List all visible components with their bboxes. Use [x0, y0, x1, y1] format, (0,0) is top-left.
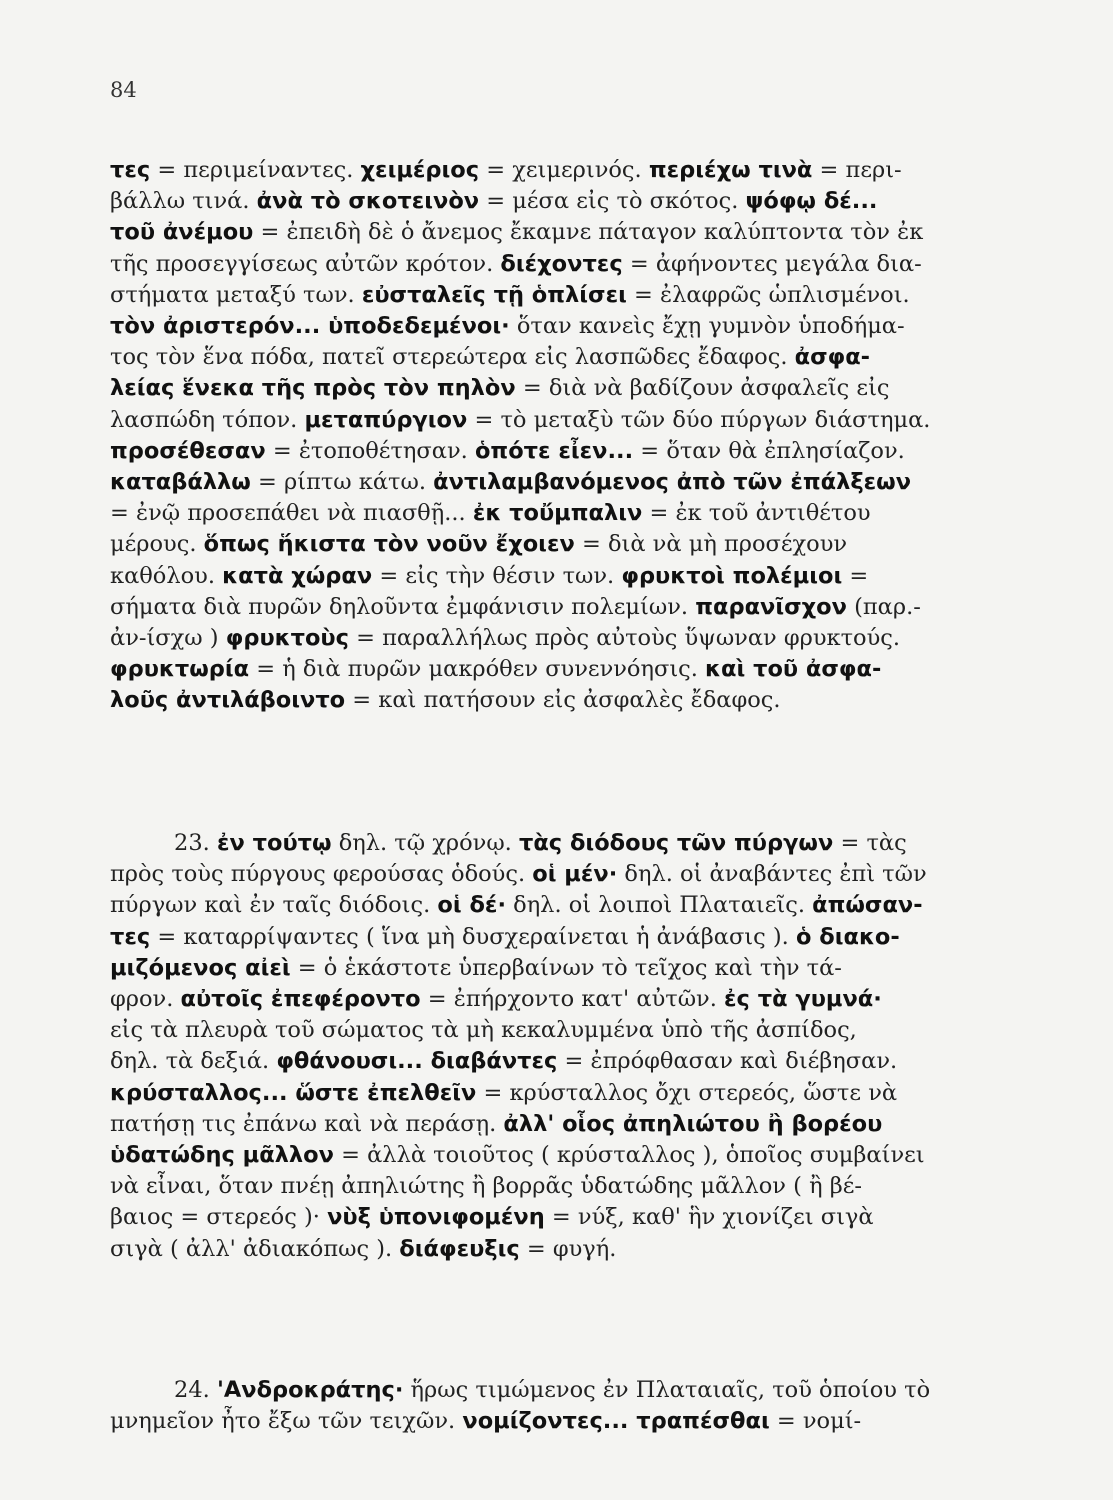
- lemma: μεταπύργιον: [304, 406, 468, 433]
- gloss: = διὰ νὰ βαδίζουν ἀσφαλεῖς εἰς: [515, 375, 890, 402]
- gloss: = ἐπρόφθασαν καὶ διέβησαν.: [557, 1048, 898, 1075]
- text-line: [110, 280, 1068, 310]
- text-line: [110, 654, 1068, 684]
- gloss: = χειμερινός.: [479, 157, 649, 183]
- text-line: [110, 529, 1068, 559]
- gloss: 23.: [174, 830, 217, 856]
- lemma: ἐκ τοὔμπαλιν: [472, 500, 643, 527]
- gloss: = νύξ, καθ' ἣν χιονίζει σιγὰ: [544, 1204, 874, 1231]
- lemma: τοῦ ἀνέμου: [110, 219, 254, 246]
- text-line: [110, 342, 1068, 372]
- text-line: [110, 890, 1068, 920]
- text-line: [110, 1234, 1068, 1264]
- text-line: [110, 498, 1068, 528]
- gloss: = ὅταν θὰ ἐπλησίαζον.: [633, 437, 905, 464]
- gloss: σιγὰ ( ἀλλ' ἀδιακόπως ).: [110, 1235, 400, 1262]
- gloss: πατήσῃ τις ἐπάνω καὶ νὰ περάσῃ.: [110, 1110, 504, 1137]
- lemma: καὶ τοῦ ἀσφα-: [705, 656, 882, 683]
- lemma: ἀντιλαμβανόμενος ἀπὸ τῶν ἐπάλξεων: [433, 469, 912, 495]
- lemma: μιζόμενος αἰεὶ: [110, 954, 291, 981]
- gloss: ἀν-ίσχω ): [110, 625, 226, 651]
- lemma: ὁ διακο-: [795, 923, 900, 950]
- text-line: [110, 984, 1068, 1014]
- gloss: = ἐπειδὴ δὲ ὁ ἄνεμος ἔκαμνε πάταγον καλύπτοντα τὸν ἐκ: [253, 219, 924, 246]
- lemma: καταβάλλω: [110, 469, 251, 495]
- gloss: = ἐλαφρῶς ὡπλισμένοι.: [626, 281, 910, 308]
- gloss: = ἐτοποθέτησαν.: [265, 437, 475, 464]
- text-line: [110, 1078, 1068, 1108]
- page-number: 84: [110, 78, 137, 102]
- gloss: = ὁ ἑκάστοτε ὑπερβαίνων τὸ τεῖχος καὶ τὴν τά-: [290, 954, 842, 981]
- gloss: 24.: [174, 1377, 217, 1403]
- lemma: κρύσταλλος... ὥστε ἐπελθεῖν: [110, 1079, 477, 1106]
- text-line: [110, 1046, 1068, 1076]
- lemma: 'Ανδροκράτης·: [216, 1377, 404, 1403]
- lemma: νομίζοντες... τραπέσθαι: [462, 1408, 770, 1435]
- text-line: [110, 922, 1068, 952]
- lemma: ὁπότε εἶεν...: [474, 437, 634, 464]
- lemma: φρυκτοὶ πολέμιοι: [621, 562, 843, 589]
- gloss: πρὸς τοὺς πύργους φερούσας ὁδούς.: [110, 861, 533, 888]
- lemma: οἱ δέ·: [437, 892, 506, 919]
- text-line: [110, 311, 1068, 341]
- gloss: = ἐκ τοῦ ἀντιθέτου: [642, 500, 871, 527]
- lemma: ἀπώσαν-: [812, 892, 923, 919]
- text-line: [110, 1140, 1068, 1170]
- gloss: μέρους.: [110, 531, 204, 558]
- lemma: φρυκτωρία: [110, 656, 250, 683]
- lemma: τες: [110, 923, 151, 950]
- text-line: [110, 217, 1068, 247]
- lemma: προσέθεσαν: [110, 437, 266, 464]
- lemma: φρυκτοὺς: [225, 625, 349, 651]
- gloss: = περι-: [812, 157, 902, 183]
- lemma: διέχοντες: [500, 250, 623, 277]
- text-line: [110, 953, 1068, 983]
- gloss: τος τὸν ἕνα πόδα, πατεῖ στερεώτερα εἰς λασπῶδες ἔδαφος.: [110, 344, 795, 371]
- gloss: δηλ. τῷ χρόνῳ.: [331, 830, 519, 856]
- gloss: = τὰς: [833, 830, 907, 856]
- text-line: [110, 155, 1068, 185]
- text-line: [110, 561, 1068, 591]
- gloss: δηλ. τὰ δεξιά.: [110, 1048, 277, 1075]
- gloss: δηλ. οἱ ἀναβάντες ἐπὶ τῶν: [617, 861, 927, 888]
- lemma: ἀλλ' οἷος ἀπηλιώτου ἢ βορέου: [503, 1110, 883, 1137]
- lemma: ὑδατώδης μᾶλλον: [110, 1142, 334, 1168]
- lemma: χειμέριος: [360, 157, 480, 183]
- text-line: [110, 859, 1068, 889]
- text-line: [110, 1015, 1068, 1045]
- text-line: [110, 373, 1068, 403]
- gloss: καθόλου.: [110, 562, 223, 589]
- text-line: [110, 1171, 1068, 1201]
- text-line: [110, 249, 1068, 279]
- text-line: [110, 405, 1068, 435]
- lemma: ψόφῳ δέ...: [745, 188, 878, 215]
- gloss: = ἐπήρχοντο κατ' αὐτῶν.: [420, 986, 725, 1012]
- gloss: μνημεῖον ἦτο ἔξω τῶν τειχῶν.: [110, 1408, 463, 1435]
- gloss: νὰ εἶναι, ὅταν πνέῃ ἀπηλιώτης ἢ βορρᾶς ὑδατώδης μᾶλλον ( ἢ βέ-: [110, 1173, 862, 1200]
- gloss: ἥρως τιμώμενος ἐν Πλαταιαῖς, τοῦ ὁποίου τὸ: [403, 1377, 931, 1403]
- lemma: εὐσταλεῖς τῇ ὁπλίσει: [361, 281, 627, 308]
- gloss: = μέσα εἰς τὸ σκότος.: [479, 188, 746, 215]
- text-line: [110, 186, 1068, 216]
- gloss: = περιμείναντες.: [150, 157, 361, 183]
- lemma: ὅπως ἥκιστα τὸν νοῦν ἔχοιεν: [203, 531, 575, 558]
- gloss: βαιος = στερεός )·: [110, 1204, 328, 1231]
- lemma: τὸν ἀριστερόν... ὑποδεδεμένοι·: [110, 313, 510, 339]
- gloss: τῆς προσεγγίσεως αὐτῶν κρότον.: [110, 250, 501, 277]
- gloss: βάλλω τινά.: [110, 188, 257, 215]
- gloss: = ἡ διὰ πυρῶν μακρόθεν συνεννόησις.: [249, 656, 706, 683]
- lemma: αὐτοῖς ἐπεφέροντο: [180, 986, 421, 1012]
- gloss: στήματα μεταξύ των.: [110, 281, 362, 308]
- gloss: λασπώδη τόπον.: [110, 406, 305, 433]
- gloss: =: [842, 562, 869, 589]
- gloss: = κρύσταλλος ὄχι στερεός, ὥστε νὰ: [476, 1079, 898, 1106]
- text-line: [110, 467, 1068, 497]
- gloss: = νομί-: [769, 1408, 862, 1435]
- gloss: = ἀφήνοντες μεγάλα δια-: [622, 250, 922, 277]
- gloss: = φυγή.: [519, 1235, 617, 1262]
- text-line: [110, 1406, 1068, 1436]
- text-line: [110, 623, 1068, 653]
- lemma: ἐς τὰ γυμνά·: [724, 986, 882, 1012]
- gloss: δηλ. οἱ λοιποὶ Πλαταιεῖς.: [506, 892, 813, 919]
- gloss: = ἀλλὰ τοιοῦτος ( κρύσταλλος ), ὁποῖος συμβαίνει: [333, 1142, 925, 1168]
- gloss: (παρ.-: [846, 593, 921, 620]
- gloss: = ἐνῷ προσεπάθει νὰ πιασθῇ...: [110, 500, 473, 527]
- gloss: = παραλλήλως πρὸς αὐτοὺς ὕψωναν φρυκτούς.: [348, 625, 901, 651]
- lemma: περιέχω τινὰ: [648, 157, 813, 183]
- lemma: νὺξ ὑπονιφομένη: [327, 1204, 545, 1231]
- lemma: οἱ μέν·: [532, 861, 618, 888]
- gloss: σήματα διὰ πυρῶν δηλοῦντα ἐμφάνισιν πολεμίων.: [110, 593, 696, 620]
- text-line: [110, 828, 1068, 858]
- lemma: τὰς διόδους τῶν πύργων: [518, 830, 834, 856]
- text-line: [110, 1375, 1068, 1405]
- text-line: [110, 1109, 1068, 1139]
- lemma: τες: [110, 157, 151, 183]
- gloss: = καταρρίψαντες ( ἵνα μὴ δυσχεραίνεται ἡ ἀνάβασις ).: [150, 923, 796, 950]
- gloss: ὅταν κανεὶς ἔχῃ γυμνὸν ὑποδήμα-: [509, 313, 905, 339]
- lemma: ἀσφα-: [794, 344, 871, 371]
- lemma: παρανῖσχον: [695, 593, 847, 620]
- gloss: = διὰ νὰ μὴ προσέχουν: [574, 531, 848, 558]
- text-line: [110, 436, 1068, 466]
- lemma: λείας ἕνεκα τῆς πρὸς τὸν πηλὸν: [110, 375, 516, 402]
- lemma: ἐν τούτῳ: [216, 830, 332, 856]
- gloss: = ρίπτω κάτω.: [250, 469, 434, 495]
- lemma: λοῦς ἀντιλάβοιντο: [110, 687, 346, 714]
- gloss: πύργων καὶ ἐν ταῖς διόδοις.: [110, 892, 438, 919]
- gloss: φρον.: [110, 986, 181, 1012]
- lemma: φθάνουσι... διαβάντες: [276, 1048, 558, 1075]
- text-line: [110, 1202, 1068, 1232]
- gloss: = καὶ πατήσουν εἰς ἀσφαλὲς ἔδαφος.: [345, 687, 781, 714]
- gloss: = εἰς τὴν θέσιν των.: [372, 562, 622, 589]
- gloss: = τὸ μεταξὺ τῶν δύο πύργων διάστημα.: [467, 406, 931, 433]
- lemma: κατὰ χώραν: [222, 562, 373, 589]
- text-line: [110, 592, 1068, 622]
- lemma: ἀνὰ τὸ σκοτεινὸν: [256, 188, 480, 215]
- gloss: εἰς τὰ πλευρὰ τοῦ σώματος τὰ μὴ κεκαλυμμένα ὑπὸ τῆς ἀσπίδος,: [110, 1017, 857, 1044]
- text-line: [110, 685, 1068, 715]
- lemma: διάφευξις: [399, 1235, 520, 1262]
